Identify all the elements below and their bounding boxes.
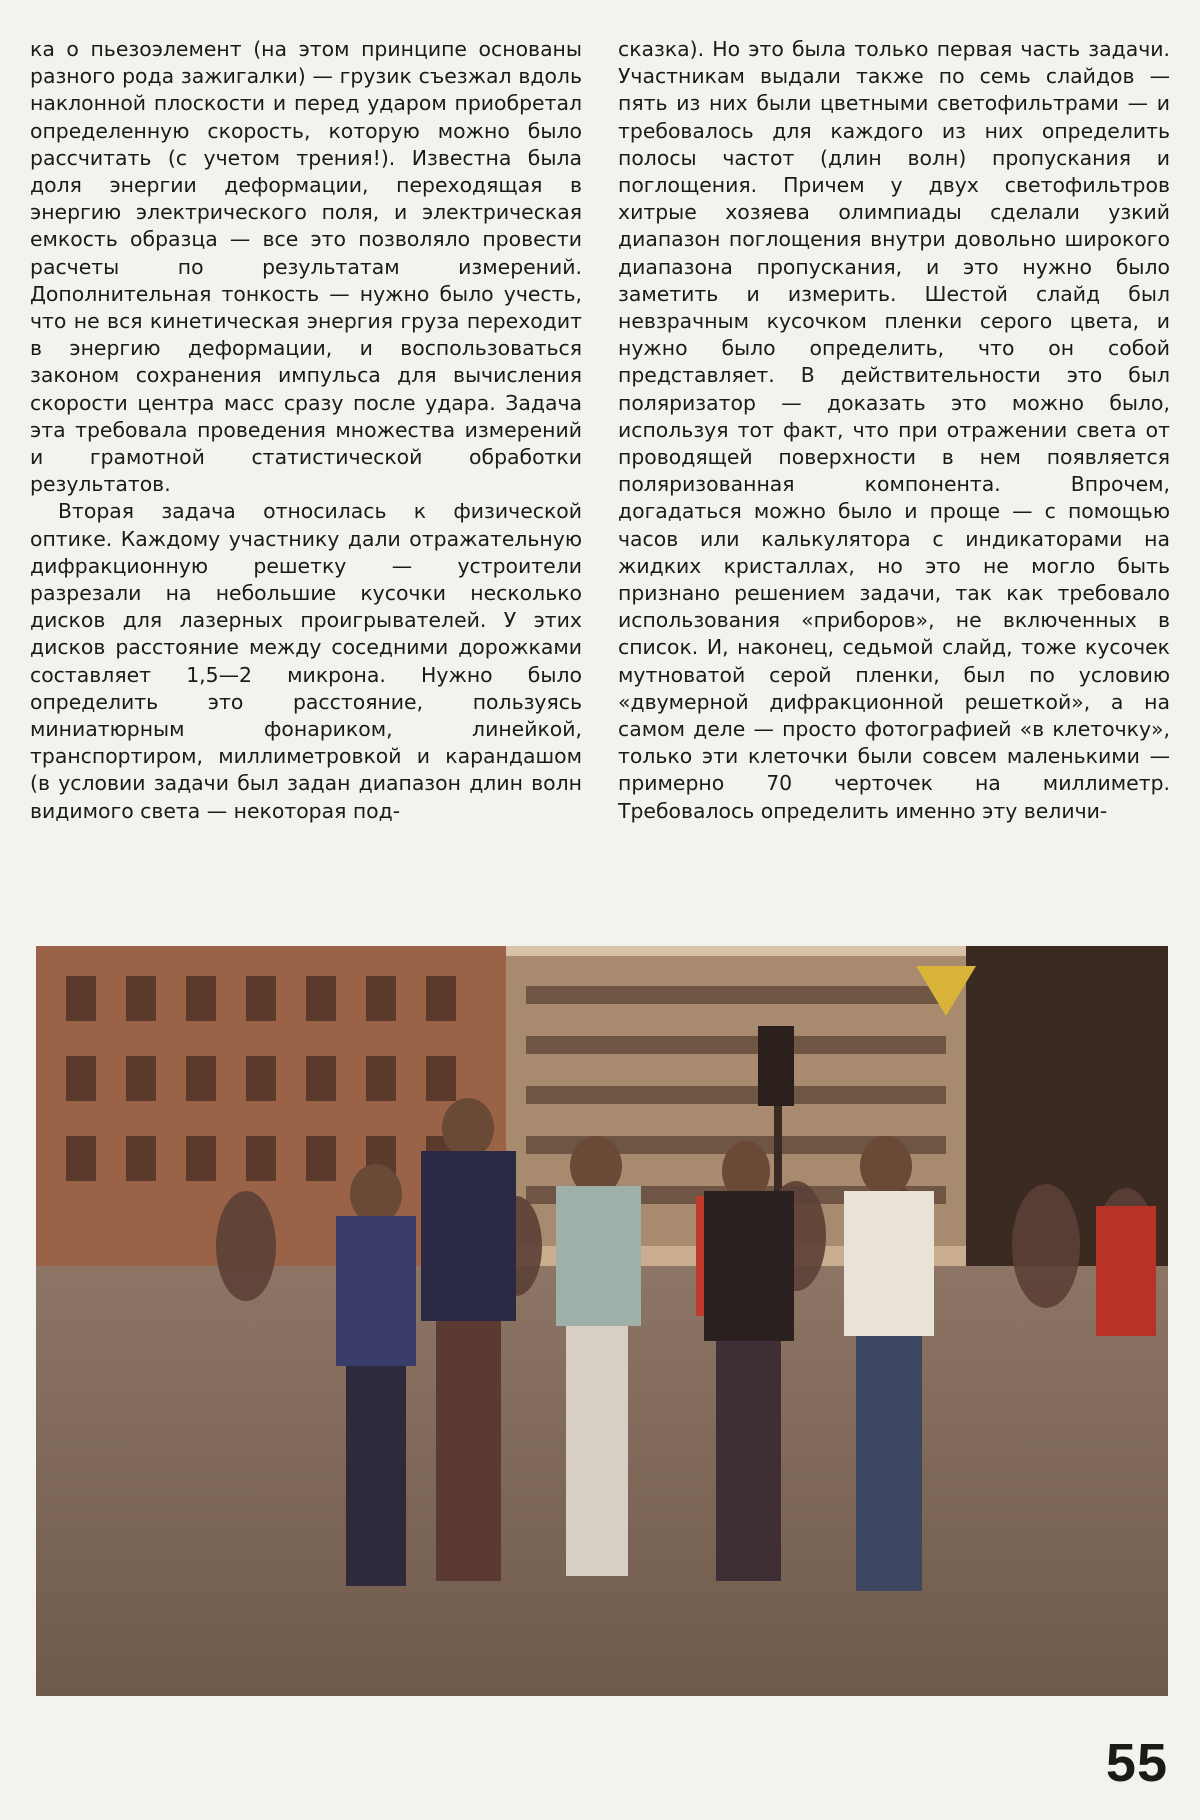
paragraph: сказка). Но это была только первая часть задачи. Участникам выдали также по семь слайдов — пять из них были цветными светофильтрами — и требовалось для каждого из них определить полосы частот (длин волн) пропускания и поглощения. Причем у двух светофильтров хитрые хозяева олимпиады сделали узкий диапазон поглощения внутри довольно широкого диапазона пропускания, и это нужно было заметить и измерить. Шестой слайд был невзрачным кусочком пленки серого цвета, и нужно было определить, что он собой представляет. В действительности это был поляризатор — доказать это можно было, используя тот факт, что при отражении света от проводящей поверхности в нем появляется поляризованная компонента. Впрочем, догадаться можно было и проще — с помощью часов или калькулятора с индикаторами на жидких кристаллах, но это не могло быть признано решением задачи, так как требовало использования «приборов», не включенных в список. И, наконец, седьмой слайд, тоже кусочек мутноватой серой пленки, был по условию «двумерной дифракционной решеткой», а на самом деле — просто фотографией «в клеточку», только эти клеточки были совсем маленькими — примерно 70 черточек на миллиметр. Требовалось определить именно эту величи- [618, 37, 1170, 823]
page-number: 55 [1105, 1733, 1168, 1793]
red-jacket [1096, 1206, 1156, 1336]
text-column-left [30, 36, 582, 906]
street-scene-illustration [36, 946, 1168, 1696]
article-columns [30, 36, 1170, 906]
paragraph: ка о пьезоэлемент (на этом принципе основаны разного рода зажигалки) — грузик съезжал вдоль наклонной плоскости и перед ударом приобретал определенную скорость, которую можно было рассчитать (с учетом трения!). Известна была доля энергии деформации, переходящая в энергию электрического поля, и электрическая емкость образца — все это позволяло провести расчеты по результатам измерений. Дополнительная тонкость — нужно было учесть, что не вся кинетическая энергия груза переходит в энергию деформации, и воспользоваться законом сохранения импульса для вычисления скорости центра масс сразу после удара. Задача эта требовала проведения множества измерений и грамотной статистической обработки результатов. [30, 37, 582, 497]
text-column-right [618, 36, 1170, 906]
group-photo [36, 946, 1168, 1696]
paragraph: Вторая задача относилась к физической оптике. Каждому участнику дали отражательную дифракционную решетку — устроители разрезали на небольшие кусочки несколько дисков для лазерных проигрывателей. У этих дисков расстояние между соседними дорожками составляет 1,5—2 микрона. Нужно было определить это расстояние, пользуясь миниатюрным фонариком, линейкой, транспортиром, миллиметровкой и карандашом (в условии задачи был задан диапазон длин волн видимого света — некоторая под- [30, 499, 582, 823]
